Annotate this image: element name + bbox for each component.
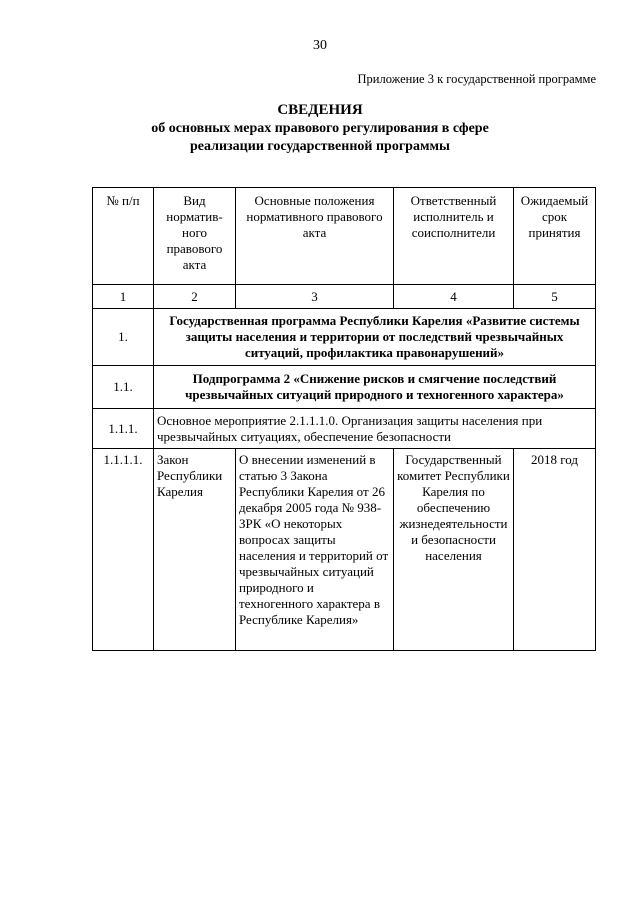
law-term: 2018 год: [514, 449, 596, 651]
column-number: 5: [514, 285, 596, 309]
header-term: Ожидаемый срок принятия: [514, 188, 596, 285]
subprogram-code: 1.1.: [93, 366, 154, 409]
title-line-1: СВЕДЕНИЯ: [277, 102, 363, 118]
column-number: 1: [93, 285, 154, 309]
main-event-code: 1.1.1.: [93, 409, 154, 449]
document-title: [0, 101, 640, 156]
law-code: 1.1.1.1.: [93, 449, 154, 651]
column-numbering-row: [93, 285, 596, 309]
law-row: [93, 449, 596, 651]
header-responsible: Ответственный исполнитель и соисполнители: [394, 188, 514, 285]
column-number: 4: [394, 285, 514, 309]
subprogram-row: [93, 366, 596, 409]
table-header-row: [93, 188, 596, 285]
main-event-title: Основное мероприятие 2.1.1.1.0. Организация защиты населения при чрезвычайных ситуациях, обеспечение безопасности: [154, 409, 596, 449]
subprogram-title: Подпрограмма 2 «Снижение рисков и смягчение последствий чрезвычайных ситуаций природного и техногенного характера»: [154, 366, 596, 409]
header-number: № п/п: [93, 188, 154, 285]
title-line-3: реализации государственной программы: [190, 139, 450, 154]
measures-table: [92, 187, 596, 651]
law-provisions: О внесении изменений в статью 3 Закона Республики Карелия от 26 декабря 2005 года № 938-ЗРК «О некоторых вопросах защиты населения и территорий от чрезвычайных ситуаций природного и техногенного характера в Республике Карелия»: [236, 449, 394, 651]
column-number: 3: [236, 285, 394, 309]
header-act-type: Вид норматив-ного правового акта: [154, 188, 236, 285]
title-line-2: об основных мерах правового регулирования в сфере: [151, 121, 489, 136]
header-provisions: Основные положения нормативного правового акта: [236, 188, 394, 285]
page-number: 30: [313, 38, 327, 53]
law-act-type: Закон Республики Карелия: [154, 449, 236, 651]
law-responsible: Государственный комитет Республики Карелия по обеспечению жизнедеятельности и безопасности населения: [394, 449, 514, 651]
program-code: 1.: [93, 309, 154, 366]
appendix-note: Приложение 3 к государственной программе: [357, 72, 596, 86]
main-event-row: [93, 409, 596, 449]
program-title: Государственная программа Республики Карелия «Развитие системы защиты населения и территории от последствий чрезвычайных ситуаций, профилактика правонарушений»: [154, 309, 596, 366]
program-row: [93, 309, 596, 366]
column-number: 2: [154, 285, 236, 309]
